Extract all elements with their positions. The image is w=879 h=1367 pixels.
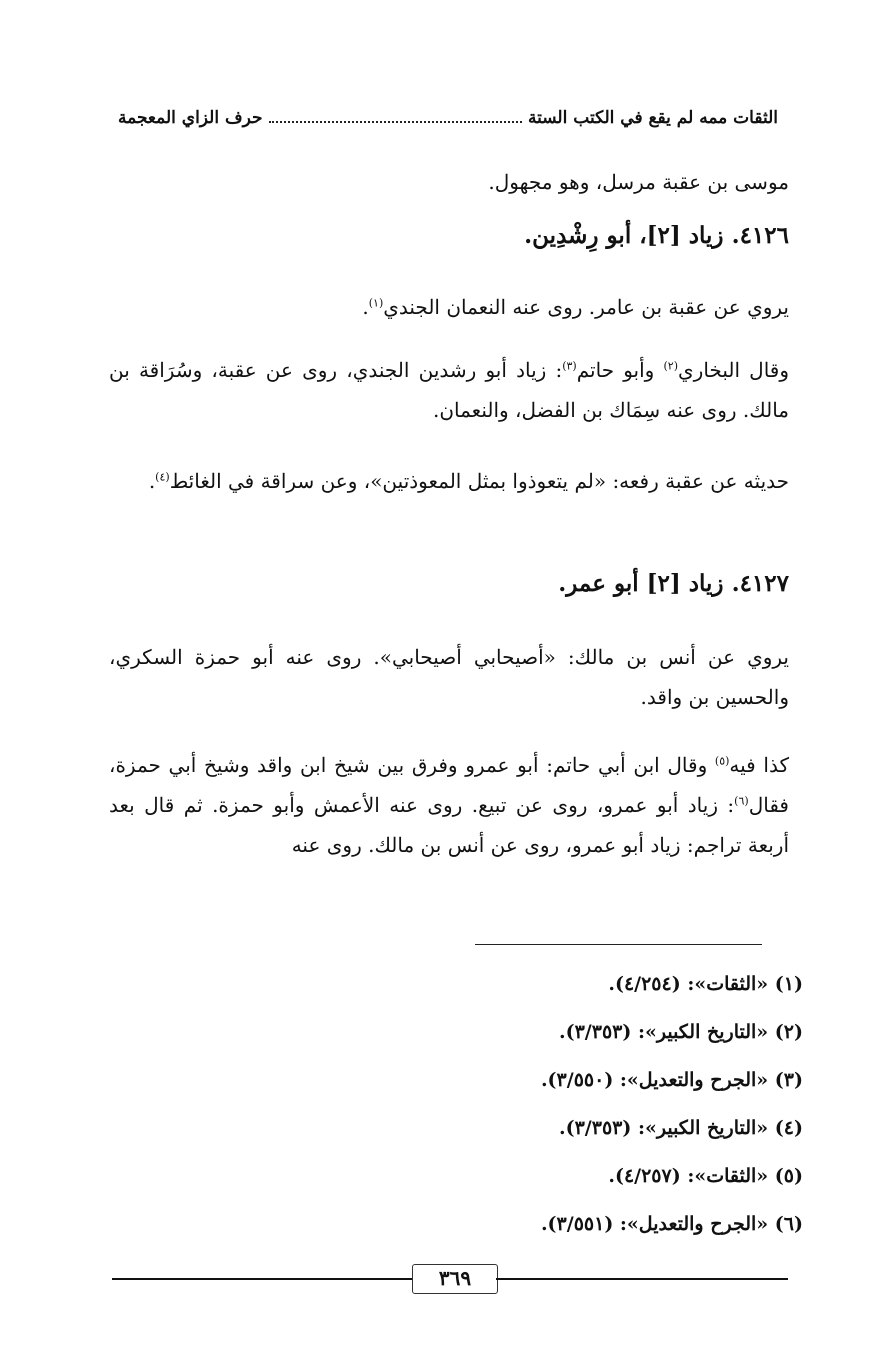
paragraph-end: . xyxy=(362,295,369,319)
footnote-marker: (١) xyxy=(368,296,384,310)
footer-rule-left xyxy=(112,1278,412,1280)
paragraph-text: يروي عن عقبة بن عامر. روى عنه النعمان الجندي xyxy=(383,295,789,319)
footnote-6: (٦) «الجرح والتعديل»: (٣/٥٥١). xyxy=(540,1213,803,1235)
entry-number: ٤١٢٧. xyxy=(731,570,789,597)
entry-4126-heading xyxy=(109,222,789,249)
running-head-leader-dots xyxy=(269,120,523,123)
paragraph-text: حديثه عن عقبة رفعه: «لم يتعوذوا بمثل المعوذتين»، وعن سراقة في الغائط xyxy=(169,469,789,493)
paragraph-text: كذا فيه xyxy=(729,753,789,777)
paragraph-text: يروي عن أنس بن مالك: «أصيحابي أصيحابي». روى عنه أبو حمزة السكري، والحسين بن واقد. xyxy=(109,645,789,709)
paragraph-text: : زياد أبو رشدين الجندي، روى عن عقبة، وسُرَاقة بن مالك. روى عنه سِمَاك بن الفضل، والنعمان. xyxy=(109,358,789,422)
footnote-5: (٥) «الثقات»: (٤/٢٥٧). xyxy=(608,1165,803,1187)
page-number: ٣٦٩ xyxy=(412,1264,498,1294)
running-head xyxy=(118,108,778,128)
continuation-text: موسى بن عقبة مرسل، وهو مجهول. xyxy=(488,170,789,194)
entry-4127-paragraph-1 xyxy=(109,637,789,717)
paragraph-text: وأبو حاتم xyxy=(576,358,664,382)
footnote-1: (١) «الثقات»: (٤/٢٥٤). xyxy=(608,973,803,995)
paragraph-text: وقال ابن أبي حاتم: أبو عمرو وفرق بين شيخ ابن واقد وشيخ أبي حمزة، فقال xyxy=(109,753,789,817)
footnote-4: (٤) «التاريخ الكبير»: (٣/٣٥٣). xyxy=(558,1117,803,1139)
footnote-2: (٢) «التاريخ الكبير»: (٣/٣٥٣). xyxy=(558,1021,803,1043)
footer-rule-right xyxy=(496,1278,788,1280)
footnote-marker: (٤) xyxy=(155,470,170,484)
entry-number: ٤١٢٦. xyxy=(731,222,789,249)
entry-4126-paragraph-3 xyxy=(109,461,789,501)
footnote-marker: (٥) xyxy=(714,754,730,768)
paragraph-text: : زياد أبو عمرو، روى عن تبيع. روى عنه الأعمش وأبو حمزة. ثم قال بعد أربعة تراجم: زياد أبو عمرو، روى عن أنس بن مالك. روى عنه xyxy=(109,793,789,857)
running-head-book-title: الثقات ممه لم يقع في الكتب الستة xyxy=(528,108,778,128)
footnote-marker: (٢) xyxy=(663,359,678,373)
entry-4127-heading xyxy=(109,570,789,597)
paragraph-end: . xyxy=(148,469,156,493)
entry-name: زياد [٢]، أبو رِشْدِين. xyxy=(524,222,724,249)
footnote-3: (٣) «الجرح والتعديل»: (٣/٥٥٠). xyxy=(540,1069,803,1091)
entry-name: زياد [٢] أبو عمر. xyxy=(558,570,724,597)
footnote-separator xyxy=(475,944,762,945)
footnotes-list xyxy=(343,960,803,1248)
entry-4126-paragraph-1 xyxy=(109,287,789,327)
entry-4126-paragraph-2 xyxy=(109,350,789,430)
paragraph-text: وقال البخاري xyxy=(678,358,789,382)
footnote-marker: (٦) xyxy=(734,794,749,808)
entry-4127-paragraph-2 xyxy=(109,745,789,865)
footnote-marker: (٣) xyxy=(562,359,577,373)
running-head-chapter: حرف الزاي المعجمة xyxy=(118,108,263,128)
